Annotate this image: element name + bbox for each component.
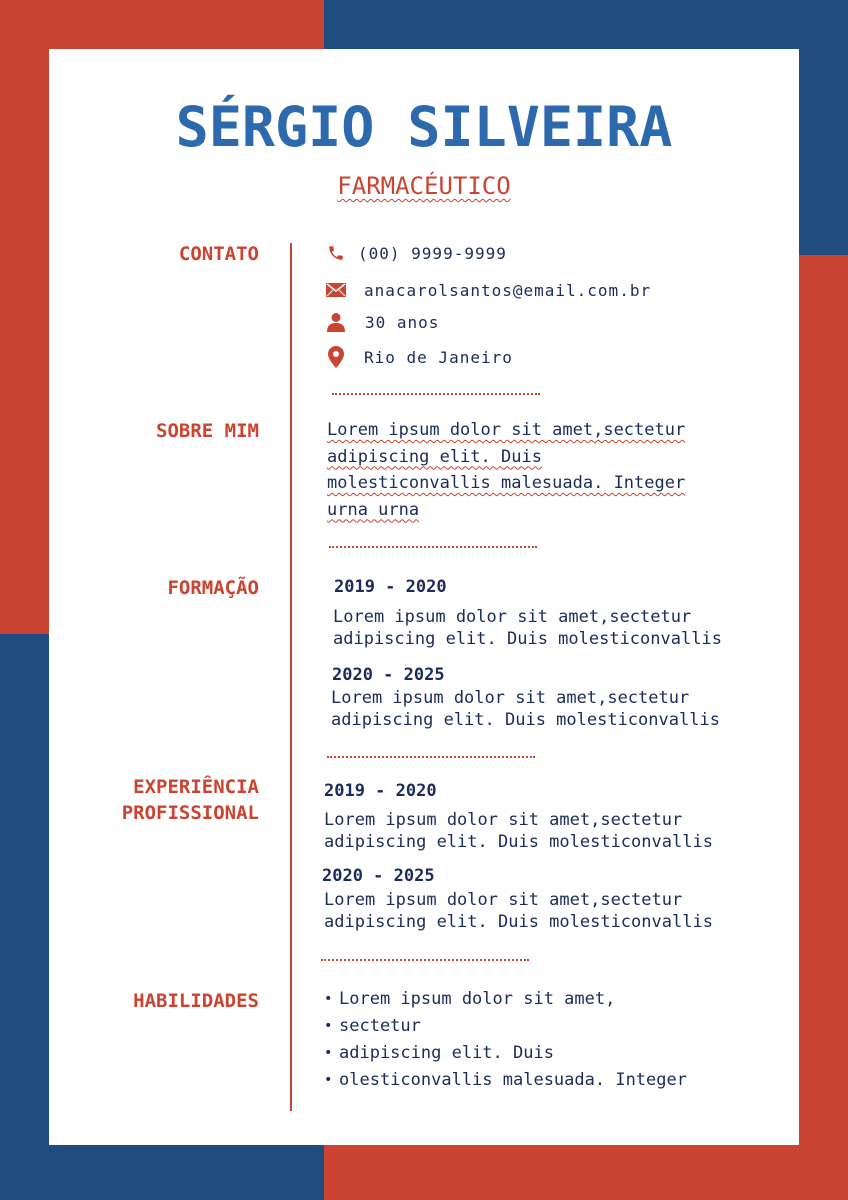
- education-2-line-1: Lorem ipsum dolor sit amet,sectetur: [331, 688, 690, 708]
- resume-card: [49, 49, 799, 1145]
- experience-1-line-2: adipiscing elit. Duis molesticonvallis: [324, 832, 713, 852]
- education-2-description: [331, 687, 720, 731]
- contact-email: [326, 280, 651, 300]
- experience-2-description: [324, 889, 713, 933]
- section-title-about: SOBRE MIM: [156, 420, 259, 442]
- about-line-2: adipiscing elit. Duis: [327, 446, 542, 467]
- contact-location-text: Rio de Janeiro: [364, 347, 513, 367]
- contact-location: [326, 347, 513, 367]
- phone-icon: [326, 243, 346, 263]
- background-block-red-right: [798, 255, 848, 1200]
- contact-phone-text: (00) 9999-9999: [358, 243, 507, 263]
- resume-role-text: FARMACÉUTICO: [337, 172, 511, 200]
- education-1-description: [333, 606, 722, 650]
- timeline-divider: [290, 243, 292, 1111]
- education-1-line-1: Lorem ipsum dolor sit amet,sectetur: [333, 607, 692, 627]
- email-icon: [326, 280, 346, 300]
- experience-2-line-2: adipiscing elit. Duis molesticonvallis: [324, 912, 713, 932]
- skills-list: [324, 986, 687, 1094]
- contact-age: [326, 312, 439, 332]
- section-title-skills: HABILIDADES: [133, 990, 259, 1012]
- skill-item: • sectetur: [324, 1016, 421, 1036]
- section-title-experience-line-1: EXPERIÊNCIA: [133, 776, 259, 798]
- section-title-contact: CONTATO: [178, 243, 259, 265]
- education-2-line-2: adipiscing elit. Duis molesticonvallis: [331, 710, 720, 730]
- skill-item: • olesticonvallis malesuada. Integer: [324, 1070, 687, 1090]
- resume-name: SÉRGIO SILVEIRA: [175, 95, 673, 159]
- education-1-years: 2019 - 2020: [334, 577, 447, 597]
- location-pin-icon: [326, 347, 346, 367]
- section-title-experience-line-2: PROFISSIONAL: [121, 802, 259, 824]
- section-separator: [332, 393, 540, 395]
- about-text: [327, 417, 685, 523]
- about-line-4: urna urna: [327, 499, 420, 520]
- experience-2-years: 2020 - 2025: [322, 866, 435, 886]
- education-2-years: 2020 - 2025: [332, 665, 445, 685]
- about-line-3: molesticonvallis malesuada. Integer: [327, 473, 686, 493]
- experience-2-line-1: Lorem ipsum dolor sit amet,sectetur: [324, 890, 683, 910]
- education-1-line-2: adipiscing elit. Duis molesticonvallis: [333, 629, 722, 649]
- section-separator: [329, 546, 537, 548]
- contact-phone: [326, 243, 507, 263]
- background-block-red-bottom: [324, 1145, 848, 1200]
- section-separator: [321, 959, 529, 961]
- skill-item: • adipiscing elit. Duis: [324, 1043, 554, 1063]
- experience-1-description: [324, 809, 713, 853]
- about-line-1: Lorem ipsum dolor sit amet,sectetur: [327, 420, 686, 440]
- experience-1-line-1: Lorem ipsum dolor sit amet,sectetur: [324, 810, 683, 830]
- section-title-education: FORMAÇÃO: [167, 577, 259, 599]
- contact-email-text: anacarolsantos@email.com.br: [364, 280, 652, 300]
- resume-role: [0, 172, 848, 200]
- section-separator: [327, 756, 535, 758]
- person-icon: [326, 312, 346, 332]
- contact-age-text: 30 anos: [365, 312, 440, 332]
- section-title-experience: [122, 774, 259, 826]
- skill-item: • Lorem ipsum dolor sit amet,: [324, 989, 616, 1009]
- experience-1-years: 2019 - 2020: [324, 781, 437, 801]
